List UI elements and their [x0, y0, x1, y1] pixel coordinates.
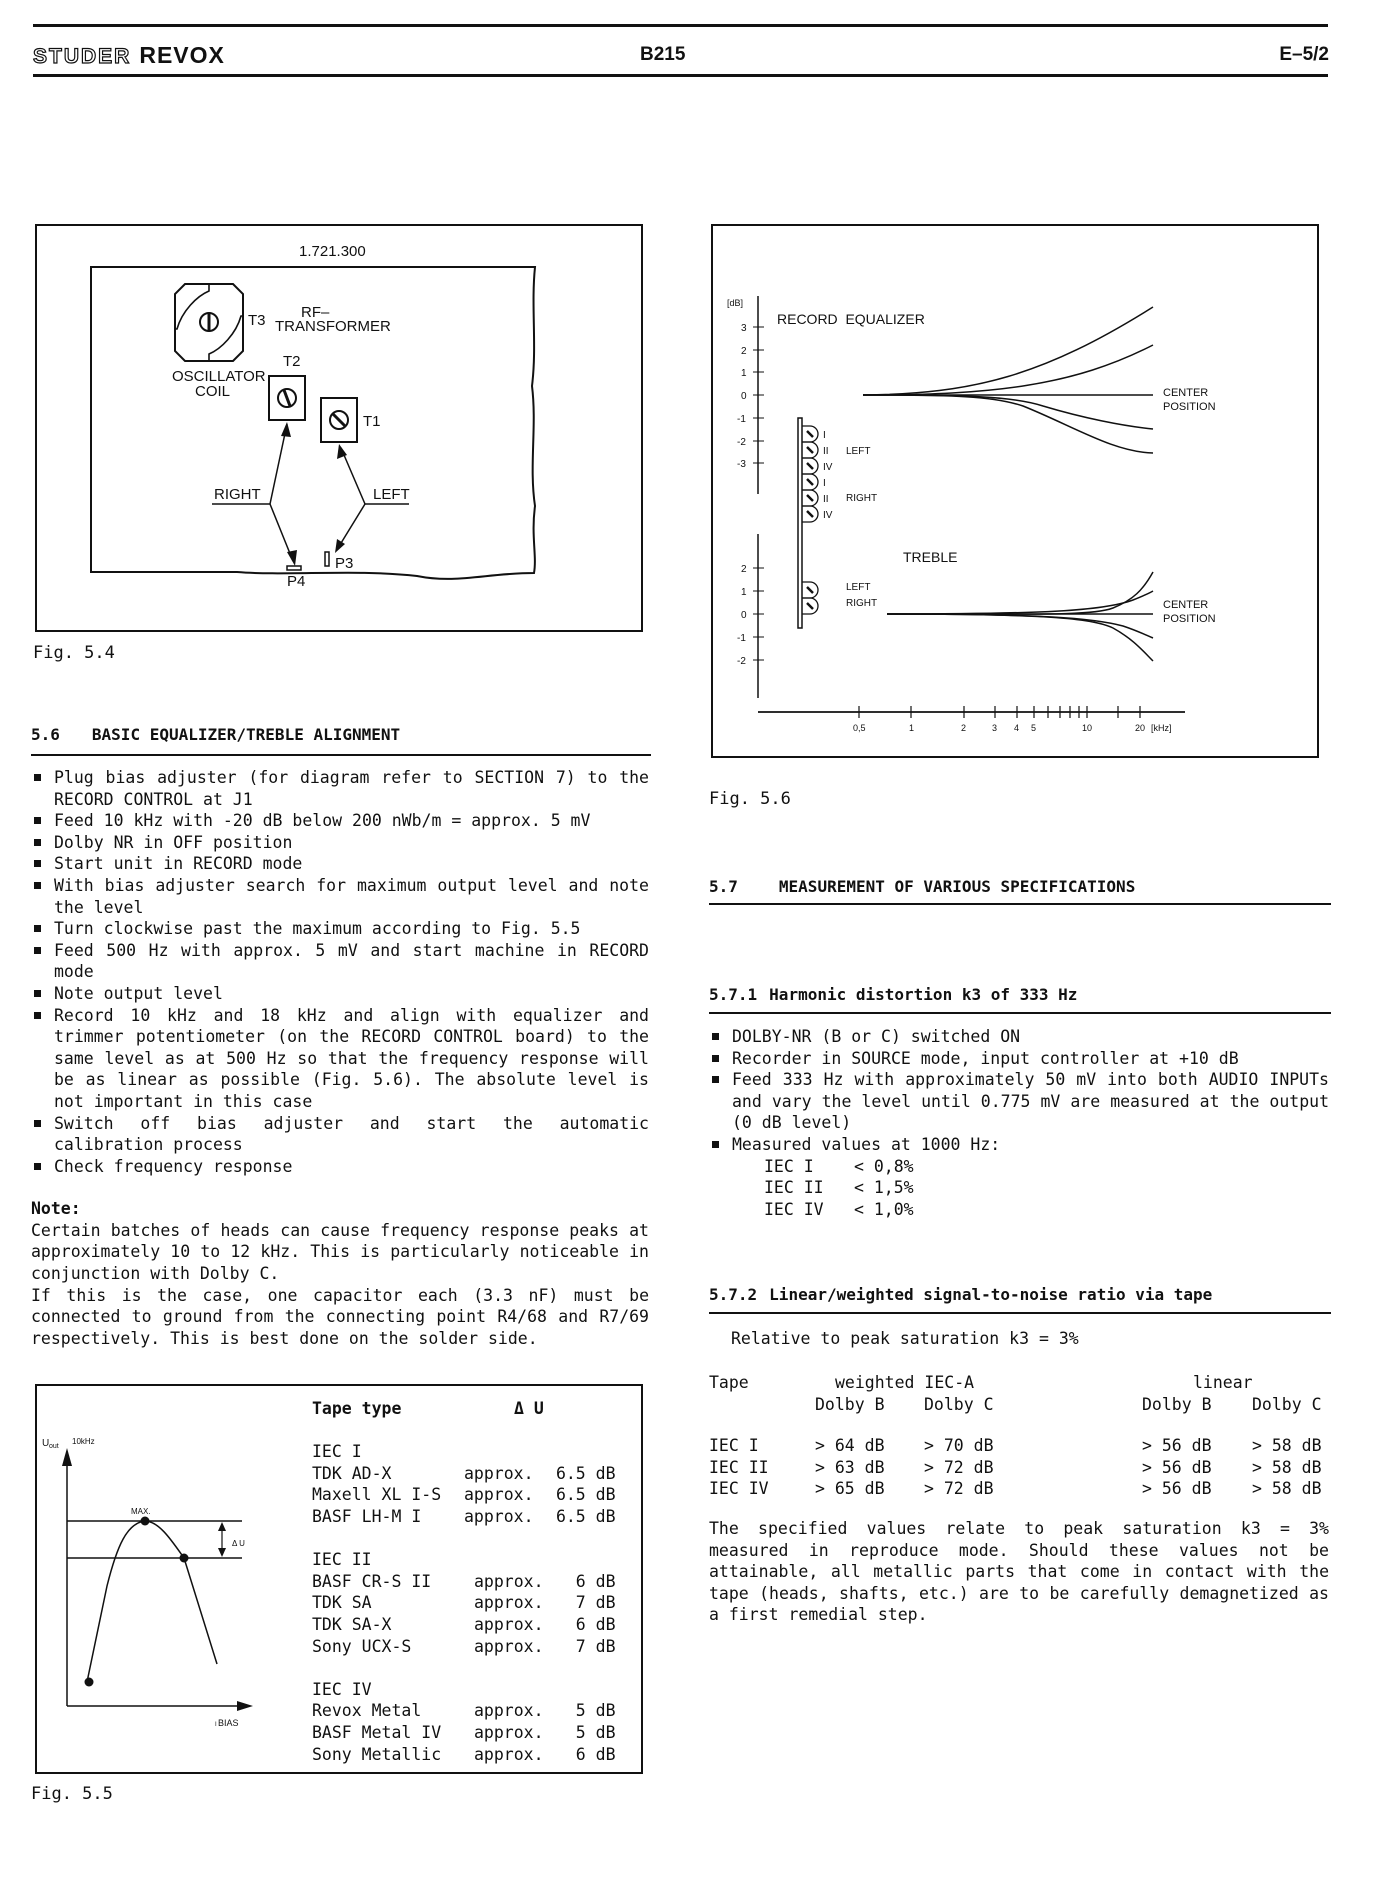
col-tape: Tape	[709, 1373, 749, 1392]
col-linear-dolby-c: Dolby C	[1252, 1394, 1322, 1414]
db-unit-label: [dB]	[727, 298, 744, 308]
note-label: Note:	[31, 1199, 81, 1219]
brand-revox: REVOX	[139, 42, 225, 68]
section-5-6-heading	[31, 725, 400, 744]
label-left: LEFT	[373, 486, 410, 503]
list-item: Feed 333 Hz with approximately 50 mV into both AUDIO INPUTs and vary the level until 0.775 mV are measured at the output (0 dB level)	[709, 1069, 1329, 1134]
record-eq-curves	[863, 307, 1153, 453]
treble-left-label: LEFT	[846, 582, 871, 593]
distortion-steps-list	[709, 1026, 1329, 1156]
fig-5-6-frame	[711, 224, 1319, 758]
fig-5-5-caption: Fig. 5.5	[31, 1784, 113, 1804]
max-point	[141, 1517, 150, 1526]
table-row: IEC IV > 65 dB > 72 dB > 56 dB > 58 dB	[709, 1479, 1322, 1499]
table-row: Revox Metal approx. 5 dB	[312, 1701, 616, 1721]
fig-5-5-frame	[35, 1384, 643, 1774]
col-weighted: weighted IEC-A	[835, 1373, 975, 1392]
tape-type-table	[312, 1398, 616, 1765]
section-5-7-2-rule	[709, 1312, 1331, 1314]
svg-text:1: 1	[909, 723, 915, 733]
section-5-7-1-heading	[709, 985, 1077, 1004]
measured-values-table	[764, 1156, 914, 1221]
table-row: TDK SA-X approx. 6 dB	[312, 1614, 616, 1634]
label-right: RIGHT	[214, 486, 261, 503]
svg-text:-2: -2	[737, 656, 746, 667]
svg-text:IV: IV	[823, 462, 833, 473]
treble-right-label: RIGHT	[846, 598, 878, 609]
group-header: IEC IV	[312, 1679, 372, 1699]
label-coil: COIL	[195, 383, 231, 400]
equalizer-chart	[713, 226, 1317, 756]
svg-text:3: 3	[992, 723, 998, 733]
table-row: BASF LH-M I approx. 6.5 dB	[312, 1506, 616, 1526]
col-weighted-dolby-b: Dolby B	[815, 1394, 885, 1414]
section-title: BASIC EQUALIZER/TREBLE ALIGNMENT	[91, 725, 401, 744]
pot-p4-icon	[287, 566, 301, 570]
arrow-left-to-p3	[338, 504, 365, 548]
start-point	[85, 1678, 94, 1687]
list-item: Feed 10 kHz with -20 dB below 200 nWb/m = approx. 5 mV	[31, 810, 649, 832]
list-item: Note output level	[31, 983, 649, 1005]
arrow-left-to-t1	[341, 448, 365, 504]
col-linear: linear	[1193, 1373, 1253, 1392]
section-5-6-body	[31, 767, 649, 1349]
svg-text:2: 2	[741, 346, 747, 357]
y-axis-label: U	[42, 1438, 50, 1449]
svg-text:20: 20	[1135, 723, 1146, 733]
svg-text:1: 1	[741, 587, 747, 598]
rf-board-diagram	[37, 226, 641, 630]
table-row: IEC I < 0,8%	[764, 1156, 914, 1176]
group-header: IEC II	[312, 1550, 372, 1570]
trimmer-t1-icon	[321, 398, 357, 442]
alignment-steps-list	[31, 767, 649, 1177]
section-5-7-1-rule	[709, 1012, 1331, 1014]
table-row: TDK AD-X approx. 6.5 dB	[312, 1463, 616, 1483]
list-item: Start unit in RECORD mode	[31, 853, 649, 875]
section-5-7-2-heading	[709, 1285, 1212, 1304]
bias-curve-diagram	[37, 1386, 287, 1772]
list-item: Record 10 kHz and 18 kHz and align with equalizer and trimmer potentiometer (on the RECORD CONTROL board) to the same level as at 500 Hz so that the frequency response will be as linear as possible (Fig. 5.6). The absolute level is not important in this case	[31, 1005, 649, 1113]
delta-u-label: Δ U	[232, 1539, 245, 1548]
svg-text:-2: -2	[737, 437, 746, 448]
label-oscillator: OSCILLATOR	[172, 368, 266, 385]
svg-text:3: 3	[741, 323, 747, 334]
record-eq-trimmers	[802, 426, 818, 522]
fig-5-6-caption: Fig. 5.6	[709, 789, 791, 809]
svg-text:IV: IV	[823, 510, 833, 521]
record-eq-ticks	[737, 323, 764, 470]
snr-table	[709, 1372, 1331, 1500]
treble-center-label-1: CENTER	[1163, 599, 1209, 611]
svg-text:I: I	[215, 1722, 217, 1728]
y-axis-frequency: 10kHz	[72, 1437, 95, 1446]
section-title: MEASUREMENT OF VARIOUS SPECIFICATIONS	[778, 877, 1136, 896]
svg-text:0,5: 0,5	[853, 723, 866, 733]
treble-curves	[887, 572, 1153, 661]
table-row: TDK SA approx. 7 dB	[312, 1593, 616, 1613]
svg-text:I: I	[823, 430, 826, 441]
header-top-rule	[33, 24, 1328, 27]
svg-text:II: II	[823, 446, 829, 457]
table-row: BASF Metal IV approx. 5 dB	[312, 1722, 616, 1742]
treble-center-label-2: POSITION	[1163, 613, 1216, 625]
record-eq-title: RECORD EQUALIZER	[777, 311, 925, 327]
svg-text:I: I	[823, 478, 826, 489]
table-row: BASF CR-S II approx. 6 dB	[312, 1571, 616, 1591]
svg-text:5: 5	[1031, 723, 1037, 733]
svg-text:-3: -3	[737, 459, 746, 470]
page-number: E–5/2	[1279, 44, 1329, 65]
y-axis-arrow-icon	[62, 1448, 72, 1466]
svg-text:10: 10	[1082, 723, 1093, 733]
list-item: Feed 500 Hz with approx. 5 mV and start machine in RECORD mode	[31, 940, 649, 983]
oscillator-coil-icon	[175, 284, 243, 361]
list-item: Plug bias adjuster (for diagram refer to SECTION 7) to the RECORD CONTROL at J1	[31, 767, 649, 810]
fig-5-4-caption: Fig. 5.4	[33, 643, 115, 663]
label-t1: T1	[363, 413, 381, 430]
treble-trimmers	[802, 582, 818, 614]
svg-text:LEFT: LEFT	[846, 446, 871, 457]
section-title: Linear/weighted signal-to-noise ratio via tape	[769, 1285, 1213, 1304]
brand-logo	[33, 42, 225, 69]
label-t2: T2	[283, 353, 301, 370]
list-item: Switch off bias adjuster and start the automatic calibration process	[31, 1113, 649, 1156]
col-tape-type: Tape type	[312, 1399, 402, 1418]
section-number: 5.6	[31, 725, 60, 744]
treble-ticks	[737, 564, 764, 667]
svg-text:4: 4	[1014, 723, 1020, 733]
table-row: Sony UCX-S approx. 7 dB	[312, 1636, 616, 1656]
board-number: 1.721.300	[299, 243, 366, 260]
brand-studer: STUDER	[33, 45, 132, 68]
svg-text:-1: -1	[737, 633, 746, 644]
x-axis-tick-labels	[853, 723, 1172, 733]
fig-5-4-frame	[35, 224, 643, 632]
svg-text:0: 0	[741, 610, 747, 621]
svg-text:1: 1	[741, 368, 747, 379]
section-5-7-rule	[709, 903, 1331, 905]
table-row: IEC II > 63 dB > 72 dB > 56 dB > 58 dB	[709, 1457, 1322, 1477]
trimmer-strip	[798, 418, 802, 628]
table-row: Maxell XL I-S approx. 6.5 dB	[312, 1485, 616, 1505]
group-header: IEC I	[312, 1442, 362, 1462]
label-rf: RF–	[301, 304, 330, 321]
operating-point	[180, 1554, 189, 1563]
table-row: IEC II < 1,5%	[764, 1178, 914, 1198]
section-5-7-1-body	[709, 1026, 1329, 1220]
record-eq-trimmer-labels	[823, 430, 877, 521]
relative-note: Relative to peak saturation k3 = 3%	[731, 1329, 1079, 1348]
svg-text:RIGHT: RIGHT	[846, 493, 878, 504]
treble-title: TREBLE	[903, 549, 958, 565]
section-title: Harmonic distortion k3 of 333 Hz	[769, 985, 1078, 1004]
snr-footer-text: The specified values relate to peak saturation k3 = 3% measured in reproduce mode. Should these values not be attainable, all metallic parts that come in contact with the tape (heads, shafts, etc.) are to be carefully demagnetized as a first remedial step.	[709, 1519, 1329, 1625]
list-item: Measured values at 1000 Hz:	[709, 1134, 1329, 1156]
trimmer-t2-icon	[269, 376, 305, 420]
bias-curve	[87, 1521, 217, 1682]
note-text-2: If this is the case, one capacitor each (3.3 nF) must be connected to ground from the connecting point R4/68 and R7/69 respectively. This is best done on the solder side.	[31, 1285, 649, 1348]
label-p4: P4	[287, 573, 306, 590]
header-bottom-rule	[33, 74, 1328, 77]
section-number: 5.7.2	[709, 1285, 758, 1304]
label-transformer: TRANSFORMER	[275, 318, 391, 335]
table-row: IEC IV < 1,0%	[764, 1199, 914, 1219]
col-weighted-dolby-c: Dolby C	[924, 1394, 994, 1414]
svg-text:[kHz]: [kHz]	[1151, 723, 1172, 733]
svg-text:2: 2	[961, 723, 967, 733]
svg-text:0: 0	[741, 391, 747, 402]
section-number: 5.7.1	[709, 985, 758, 1004]
max-label: MAX.	[131, 1507, 151, 1516]
list-item: DOLBY-NR (B or C) switched ON	[709, 1026, 1329, 1048]
list-item: With bias adjuster search for maximum output level and note the level	[31, 875, 649, 918]
label-t3: T3	[248, 312, 266, 329]
note-text: Certain batches of heads can cause frequency response peaks at approximately 10 to 12 kHz. This is particularly noticeable in conjunction with Dolby C.	[31, 1220, 649, 1284]
col-linear-dolby-b: Dolby B	[1142, 1394, 1212, 1414]
table-row: Sony Metallic approx. 6 dB	[312, 1744, 616, 1764]
label-p3: P3	[335, 555, 354, 572]
record-eq-center-label-2: POSITION	[1163, 401, 1216, 413]
list-item: Check frequency response	[31, 1156, 649, 1178]
table-header-row	[312, 1398, 616, 1420]
record-eq-center-label-1: CENTER	[1163, 387, 1209, 399]
section-number: 5.7	[709, 877, 738, 896]
section-5-6-rule	[31, 754, 651, 756]
x-axis-label: BIAS	[218, 1718, 239, 1728]
pot-p3-icon	[325, 552, 329, 566]
list-item: Recorder in SOURCE mode, input controller at +10 dB	[709, 1048, 1329, 1070]
list-item: Turn clockwise past the maximum according to Fig. 5.5	[31, 918, 649, 940]
table-row: IEC I > 64 dB > 70 dB > 56 dB > 58 dB	[709, 1436, 1322, 1455]
x-axis-arrow-icon	[237, 1701, 253, 1711]
svg-text:out: out	[49, 1443, 59, 1450]
svg-text:-1: -1	[737, 414, 746, 425]
section-5-7-heading	[709, 877, 1135, 896]
col-delta-u: Δ U	[514, 1399, 544, 1418]
svg-text:2: 2	[741, 564, 747, 575]
svg-text:II: II	[823, 494, 829, 505]
model-number: B215	[640, 44, 686, 65]
list-item: Dolby NR in OFF position	[31, 832, 649, 854]
